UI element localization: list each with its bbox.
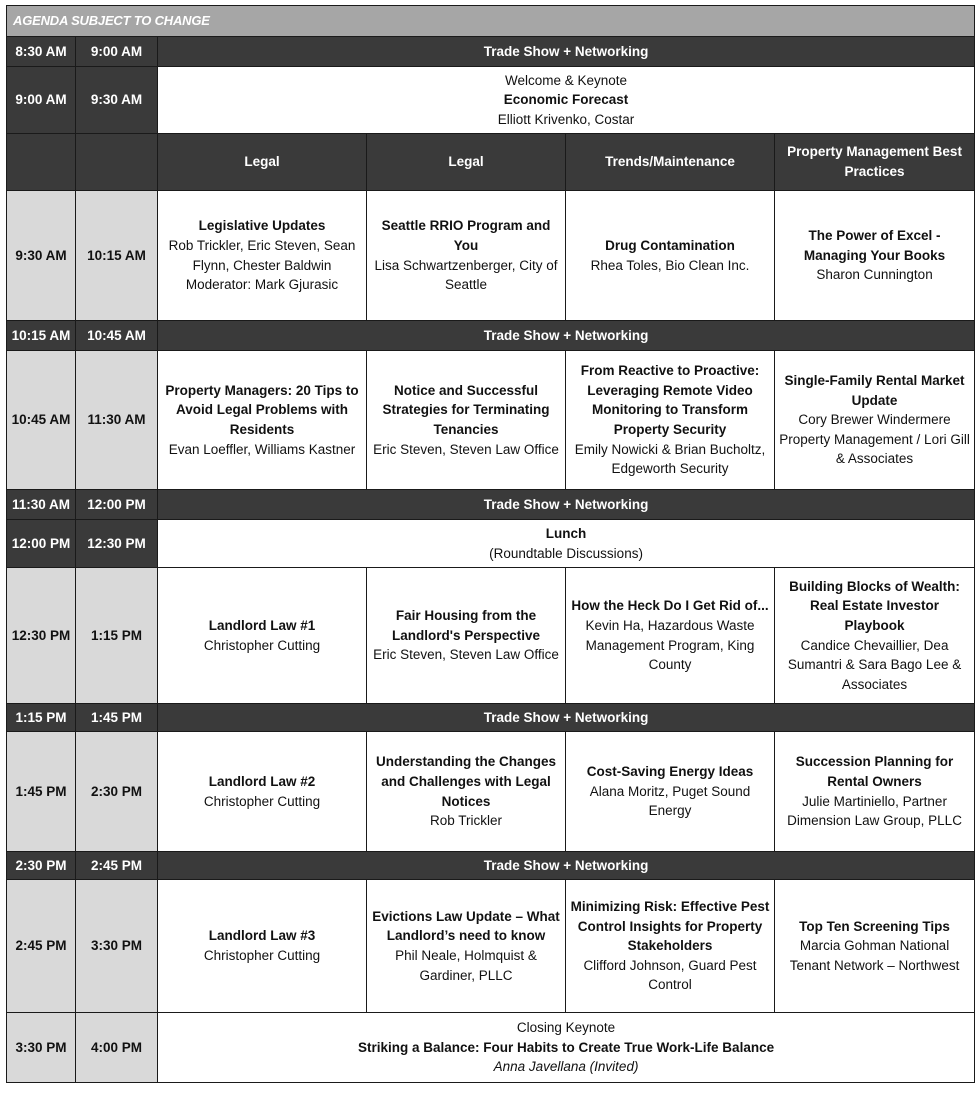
start-time: 3:30 PM — [7, 1013, 76, 1083]
start-time: 1:45 PM — [7, 732, 76, 852]
plenary-session — [158, 67, 975, 134]
session-label: Elliott Krivenko, Costar — [497, 111, 635, 127]
session-title: Landlord Law #3 — [208, 928, 316, 944]
header-blank-start — [7, 134, 76, 191]
agenda-body — [7, 6, 975, 1083]
session-speaker: Rob Trickler — [429, 813, 502, 829]
session-title: Economic Forecast — [503, 92, 629, 108]
track-header: Legal — [158, 134, 367, 191]
session-title: Property Managers: 20 Tips to Avoid Legal Problems with Residents — [165, 382, 359, 437]
start-time: 2:30 PM — [7, 852, 76, 880]
session-speaker: Marcia Gohman National Tenant Network – Northwest — [789, 938, 960, 973]
session-title: From Reactive to Proactive: Leveraging Remote Video Monitoring to Transform Property Security — [580, 363, 760, 437]
networking-row — [7, 704, 975, 732]
session-cell — [158, 351, 367, 490]
session-title: Fair Housing from the Landlord's Perspective — [391, 608, 540, 643]
session-speaker: Cory Brewer Windermere Property Management / Lori Gill & Associates — [779, 412, 970, 467]
start-time: 9:00 AM — [7, 67, 76, 134]
start-time: 9:30 AM — [7, 191, 76, 321]
session-row — [7, 191, 975, 321]
session-speaker: Anna Javellana (Invited) — [493, 1059, 639, 1075]
agenda-disclaimer: AGENDA SUBJECT TO CHANGE — [7, 6, 975, 37]
session-cell — [367, 191, 566, 321]
banner-row — [7, 6, 975, 37]
session-speaker: Sharon Cunnington — [816, 267, 933, 283]
end-time: 2:30 PM — [76, 732, 158, 852]
networking-row — [7, 490, 975, 520]
session-title: Seattle RRIO Program and You — [381, 218, 551, 253]
trade-show-networking: Trade Show + Networking — [158, 852, 975, 880]
networking-row — [7, 852, 975, 880]
session-row — [7, 880, 975, 1013]
trade-show-networking: Trade Show + Networking — [158, 704, 975, 732]
session-title: Landlord Law #1 — [208, 617, 316, 633]
session-speaker: Christopher Cutting — [203, 637, 321, 653]
track-header: Legal — [367, 134, 566, 191]
start-time: 2:45 PM — [7, 880, 76, 1013]
session-title: Notice and Successful Strategies for Terminating Tenancies — [382, 382, 550, 437]
end-time: 12:30 PM — [76, 520, 158, 568]
start-time: 10:15 AM — [7, 321, 76, 351]
session-cell — [367, 351, 566, 490]
start-time: 10:45 AM — [7, 351, 76, 490]
session-cell — [367, 568, 566, 704]
session-cell — [775, 351, 975, 490]
session-title: How the Heck Do I Get Rid of... — [571, 598, 769, 614]
session-speaker: Rob Trickler, Eric Steven, Sean Flynn, Chester Baldwin Moderator: Mark Gjurasic — [168, 237, 356, 293]
end-time: 10:15 AM — [76, 191, 158, 321]
start-time: 12:00 PM — [7, 520, 76, 568]
session-speaker: Christopher Cutting — [203, 793, 321, 809]
track-header: Property Management Best Practices — [775, 134, 975, 191]
start-time: 8:30 AM — [7, 37, 76, 67]
session-cell — [158, 568, 367, 704]
plenary-row — [7, 520, 975, 568]
session-speaker: Emily Nowicki & Brian Bucholtz, Edgeworth Security — [574, 441, 766, 477]
start-time: 12:30 PM — [7, 568, 76, 704]
session-row — [7, 351, 975, 490]
plenary-row — [7, 1013, 975, 1083]
session-row — [7, 568, 975, 704]
session-cell — [158, 880, 367, 1013]
session-title: Legislative Updates — [198, 218, 326, 234]
plenary-session — [158, 520, 975, 568]
networking-row — [7, 321, 975, 351]
end-time: 9:00 AM — [76, 37, 158, 67]
end-time: 1:45 PM — [76, 704, 158, 732]
session-title: Lunch — [545, 525, 587, 541]
plenary-row — [7, 67, 975, 134]
session-cell — [775, 880, 975, 1013]
end-time: 1:15 PM — [76, 568, 158, 704]
session-speaker: Alana Moritz, Puget Sound Energy — [589, 783, 751, 819]
session-speaker: Rhea Toles, Bio Clean Inc. — [590, 257, 750, 273]
session-label: Closing Keynote — [516, 1020, 616, 1036]
session-cell — [367, 732, 566, 852]
session-row — [7, 732, 975, 852]
track-header-row — [7, 134, 975, 191]
session-cell — [566, 880, 775, 1013]
agenda-table — [6, 5, 975, 1083]
session-title: Minimizing Risk: Effective Pest Control Insights for Property Stakeholders — [570, 899, 770, 954]
session-cell — [566, 732, 775, 852]
networking-row — [7, 37, 975, 67]
end-time: 2:45 PM — [76, 852, 158, 880]
session-speaker: Lisa Schwartzenberger, City of Seattle — [374, 257, 558, 293]
end-time: 3:30 PM — [76, 880, 158, 1013]
end-time: 10:45 AM — [76, 321, 158, 351]
session-title: Building Blocks of Wealth: Real Estate Investor Playbook — [789, 578, 960, 633]
session-title: The Power of Excel - Managing Your Books — [803, 228, 946, 263]
session-title: Cost-Saving Energy Ideas — [586, 764, 754, 780]
session-cell — [566, 191, 775, 321]
end-time: 4:00 PM — [76, 1013, 158, 1083]
end-time: 11:30 AM — [76, 351, 158, 490]
session-cell — [775, 732, 975, 852]
session-speaker: Eric Steven, Steven Law Office — [373, 441, 559, 457]
session-speaker: Julie Martiniello, Partner Dimension Law Group, PLLC — [787, 793, 962, 829]
session-title: Landlord Law #2 — [208, 773, 316, 789]
session-title: Striking a Balance: Four Habits to Create True Work-Life Balance — [357, 1039, 775, 1055]
track-header: Trends/Maintenance — [566, 134, 775, 191]
session-cell — [566, 351, 775, 490]
trade-show-networking: Trade Show + Networking — [158, 321, 975, 351]
session-label: (Roundtable Discussions) — [489, 545, 643, 561]
session-label: Welcome & Keynote — [505, 72, 628, 88]
end-time: 9:30 AM — [76, 67, 158, 134]
session-speaker: Kevin Ha, Hazardous Waste Management Program, King County — [585, 617, 755, 673]
session-cell — [158, 732, 367, 852]
session-speaker: Clifford Johnson, Guard Pest Control — [583, 957, 757, 993]
start-time: 1:15 PM — [7, 704, 76, 732]
session-cell — [566, 568, 775, 704]
start-time: 11:30 AM — [7, 490, 76, 520]
session-title: Evictions Law Update – What Landlord’s need to know — [372, 908, 560, 944]
session-title: Drug Contamination — [605, 237, 735, 253]
trade-show-networking: Trade Show + Networking — [158, 37, 975, 67]
session-speaker: Evan Loeffler, Williams Kastner — [168, 441, 356, 457]
session-speaker: Candice Chevaillier, Dea Sumantri & Sara Bago Lee & Associates — [787, 637, 962, 692]
session-title: Understanding the Changes and Challenges with Legal Notices — [375, 754, 556, 809]
session-cell — [775, 191, 975, 321]
session-speaker: Eric Steven, Steven Law Office — [373, 647, 559, 663]
session-cell — [367, 880, 566, 1013]
end-time: 12:00 PM — [76, 490, 158, 520]
session-speaker: Phil Neale, Holmquist & Gardiner, PLLC — [395, 948, 537, 983]
session-cell — [775, 568, 975, 704]
session-title: Single-Family Rental Market Update — [784, 373, 965, 408]
plenary-session — [158, 1013, 975, 1083]
session-title: Top Ten Screening Tips — [799, 918, 950, 934]
session-cell — [158, 191, 367, 321]
trade-show-networking: Trade Show + Networking — [158, 490, 975, 520]
header-blank-end — [76, 134, 158, 191]
session-speaker: Christopher Cutting — [203, 948, 321, 963]
session-title: Succession Planning for Rental Owners — [795, 754, 954, 789]
